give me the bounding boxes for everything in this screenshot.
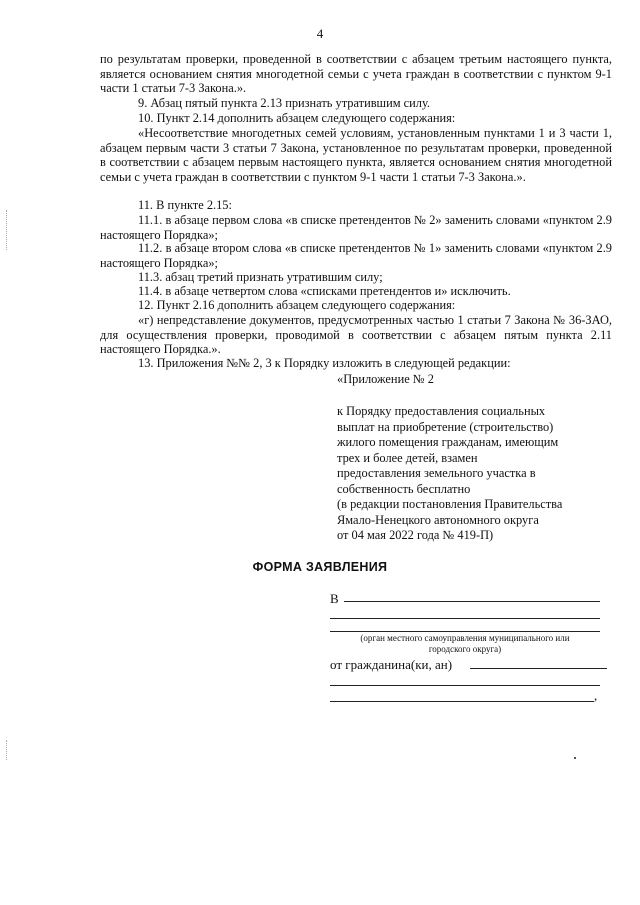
paragraph: по результатам проверки, проведенной в соответствии с абзацем третьим настоящего пункта, является основанием снятия многодетной семьи с учета граждан в соответствии с пунктом 9-1 части 1 статьи 7-3 Закона.». [100,52,612,96]
paragraph: 11. В пункте 2.15: [138,198,232,212]
appendix-line: собственность бесплатно [337,481,471,496]
paragraph: «Несоответствие многодетных семей условиям, установленным пунктами 1 и 3 части 1, абзацем первым части 3 статьи 7 Закона, установленное по результатам проверки, проведенной в соответствии с абзацем первым настоящего пункта, является основанием снятия многодетной семьи с учета граждан в соответствии с пунктом 9-1 части 1 статьи 7-3 Закона.». [100,126,612,184]
paragraph-12 [100,298,612,313]
appendix-line: от 04 мая 2022 года № 419-П) [337,528,494,542]
appendix-line: выплат на приобретение (строительство) [337,419,554,434]
caption-line: городского округа) [428,644,502,654]
caption-line: (орган местного самоуправления муниципального или [360,633,570,643]
to-label: В [330,591,339,606]
paragraph-11-2 [100,241,612,270]
paragraph: 11.3. абзац третий признать утратившим силу; [138,270,383,284]
paragraph: 12. Пункт 2.16 дополнить абзацем следующего содержания: [138,298,456,312]
paragraph-quote-1 [100,126,612,184]
end-mark: , [594,688,598,703]
paragraph-9 [100,96,612,111]
paragraph-continuation [100,52,612,96]
paragraph-11-3 [100,270,612,285]
paragraph: «г) непредставление документов, предусмотренных частью 1 статьи 7 Закона № 36-ЗАО, для осуществления проверки, проводимой в соответствии с абзацем пятым пункта 2.11 настоящего Порядка.». [100,313,612,357]
paragraph: 10. Пункт 2.14 дополнить абзацем следующего содержания: [138,111,456,125]
scan-edge-mark [6,210,8,250]
appendix-line: предоставления земельного участка в [337,466,536,480]
appendix-line: Ямало-Ненецкого автономного округа [337,512,539,527]
paragraph: 9. Абзац пятый пункта 2.13 признать утратившим силу. [138,96,431,110]
paragraph-13 [100,356,612,371]
paragraph: 13. Приложения №№ 2, 3 к Порядку изложить в следующей редакции: [138,356,511,370]
appendix-heading: «Приложение № 2 [337,372,434,386]
applicant-field-line-2[interactable] [330,673,600,686]
paragraph-10 [100,111,612,126]
appendix-line: жилого помещения гражданам, имеющим [337,435,559,449]
paragraph-quote-2 [100,313,612,357]
from-label: от гражданина(ки, ан) [330,657,453,672]
applicant-field[interactable] [470,656,607,669]
recipient-field-line-3[interactable] [330,619,600,632]
organ-caption [330,633,600,655]
paragraph: 11.2. в абзаце втором слова «в списке претендентов № 1» заменить словами «пунктом 2.9 настоящего Порядка»; [100,241,612,270]
form-title: ФОРМА ЗАЯВЛЕНИЯ [252,560,388,574]
scan-dot [574,757,576,759]
paragraph-11-4 [100,284,612,299]
recipient-field-line-2[interactable] [330,606,600,619]
recipient-field-line-1[interactable] [344,589,600,602]
paragraph: 11.4. в абзаце четвертом слова «списками претендентов и» исключить. [138,284,511,298]
applicant-field-line-3[interactable] [330,689,594,702]
page-number: 4 [316,26,324,41]
appendix-note [337,404,627,544]
appendix-line: к Порядку предоставления социальных [337,404,546,418]
scan-edge-mark [6,740,8,760]
paragraph-11-1 [100,213,612,242]
paragraph-11 [100,198,612,213]
appendix-line: (в редакции постановления Правительства [337,497,563,511]
paragraph: 11.1. в абзаце первом слова «в списке претендентов № 2» заменить словами «пунктом 2.9 настоящего Порядка»; [100,213,612,242]
appendix-line: трех и более детей, взамен [337,450,478,465]
